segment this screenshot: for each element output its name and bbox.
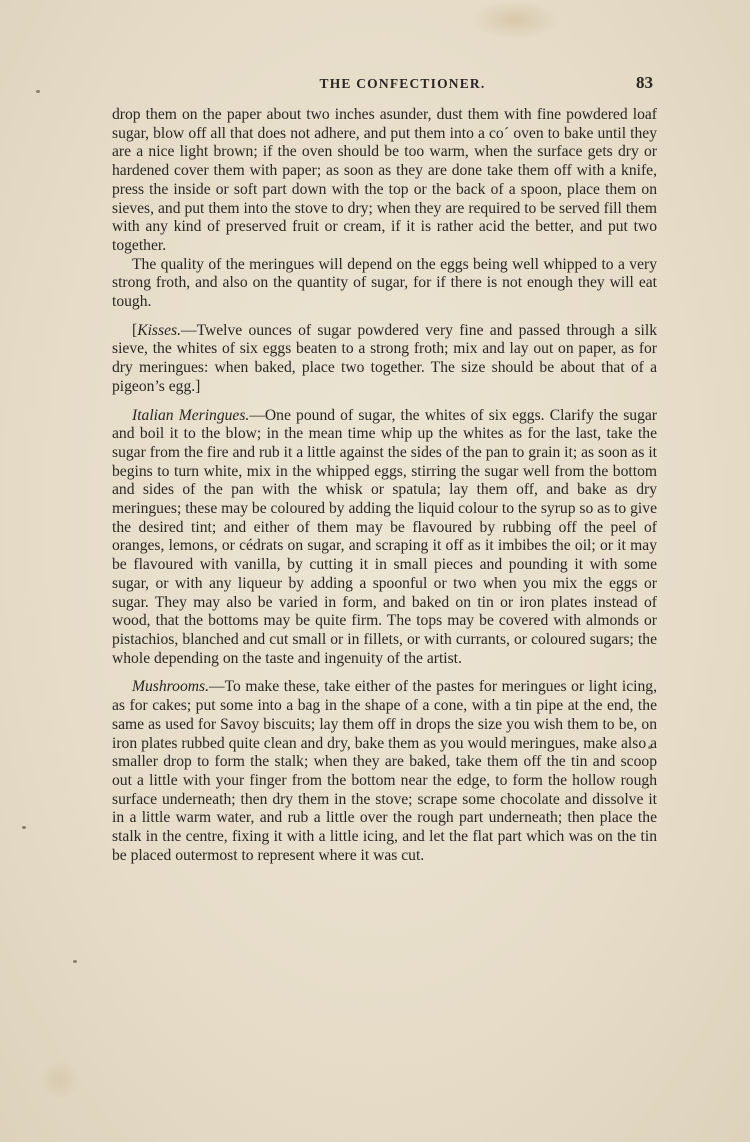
- page-header: [110, 73, 655, 96]
- paragraph-italian-meringues: [112, 407, 657, 669]
- recipe-title-mushrooms: Mushrooms.: [132, 678, 209, 696]
- paragraph-kisses: [112, 322, 657, 397]
- recipe-text-kisses: —Twelve ounces of sugar powdered very fine and passed through a silk sieve, the whites of six eggs beaten to a strong froth; mix and lay out on paper, as for dry meringues: when baked, place two together. The size should be about that of a pigeon’s egg.]: [112, 321, 657, 395]
- recipe-text-italian-meringues: —One pound of sugar, the whites of six eggs. Clarify the sugar and boil it to the blow; in the mean time whip up the whites as for the last, take the sugar from the fire and rub it a little against the sides of the pan to grain it; as soon as it begins to turn white, mix in the whipped eggs, stirring the sugar well from the bottom and sides of the pan with the whisk or spatula; lay them off, and bake as dry meringues; these may be coloured by adding the liquid colour to the syrup so as to give the desired tint; and either of them may be flavoured by rubbing off the peel of oranges, lemons, or cédrats on sugar, and scraping it off as it imbibes the oil; or it may be flavoured with vanilla, by cutting it in small pieces and pounding it with some sugar, or with any liqueur by adding a spoonful or two when you mix the eggs or sugar. They may also be varied in form, and baked on tin or iron plates instead of wood, that the bottoms may be quite firm. The tops may be covered with almonds or pistachios, blanched and cut small or in fillets, or with currants, or coloured sugars; the whole depending on the taste and ingenuity of the artist.: [112, 406, 657, 667]
- paper-speck: [22, 826, 26, 829]
- running-title: THE CONFECTIONER.: [319, 76, 486, 91]
- paper-speck: [36, 90, 40, 93]
- recipe-title-italian-meringues: Italian Meringues.: [132, 406, 250, 424]
- recipe-title-kisses: Kisses.: [137, 321, 181, 339]
- paper-stain: [470, 0, 560, 40]
- paragraph-mushrooms: [112, 678, 657, 865]
- recipe-text-mushrooms: —To make these, take either of the pastes for meringues or light icing, as for cakes; put some into a bag in the shape of a cone, with a tin pipe at the end, the same as used for Savoy biscuits; lay them off in drops the size you wish them to be, on iron plates rubbed quite clean and dry, bake them as you would meringues, make also a smaller drop to form the stalk; when they are baked, take them off the tin and scoop out a little with your finger from the bottom near the edge, to form the hollow rough surface underneath; then dry them in the stove; scrape some chocolate and dissolve it in a little warm water, and rub a little over the rough part underneath; then place the stalk in the centre, fixing it with a little icing, and let the flat part which was on the tin be placed outermost to represent where it was cut.: [112, 678, 657, 864]
- paragraph-meringue-quality: The quality of the meringues will depend on the eggs being well whipped to a very strong froth, and also on the quantity of sugar, for if there is not enough they will eat tough.: [112, 255, 657, 311]
- open-bracket: [: [132, 321, 138, 339]
- page-number: 83: [636, 73, 653, 92]
- paragraph-continued: drop them on the paper about two inches asunder, dust them with fine powdered loaf sugar, blow off all that does not adhere, and put them into a coˊ oven to bake until they are a nice light brown; if the oven should be too warm, when the surface gets dry or hardened cover them with paper; as soon as they are done take them off with a knife, press the inside or soft part down with the top or the back of a spoon, place them on sieves, and put them into the stove to dry; when they are required to be served fill them with any kind of preserved fruit or cream, if it is rather acid the better, and put two together.: [112, 106, 657, 254]
- page-body: [112, 106, 657, 865]
- paper-stain: [40, 1060, 80, 1100]
- paper-speck: [73, 960, 77, 963]
